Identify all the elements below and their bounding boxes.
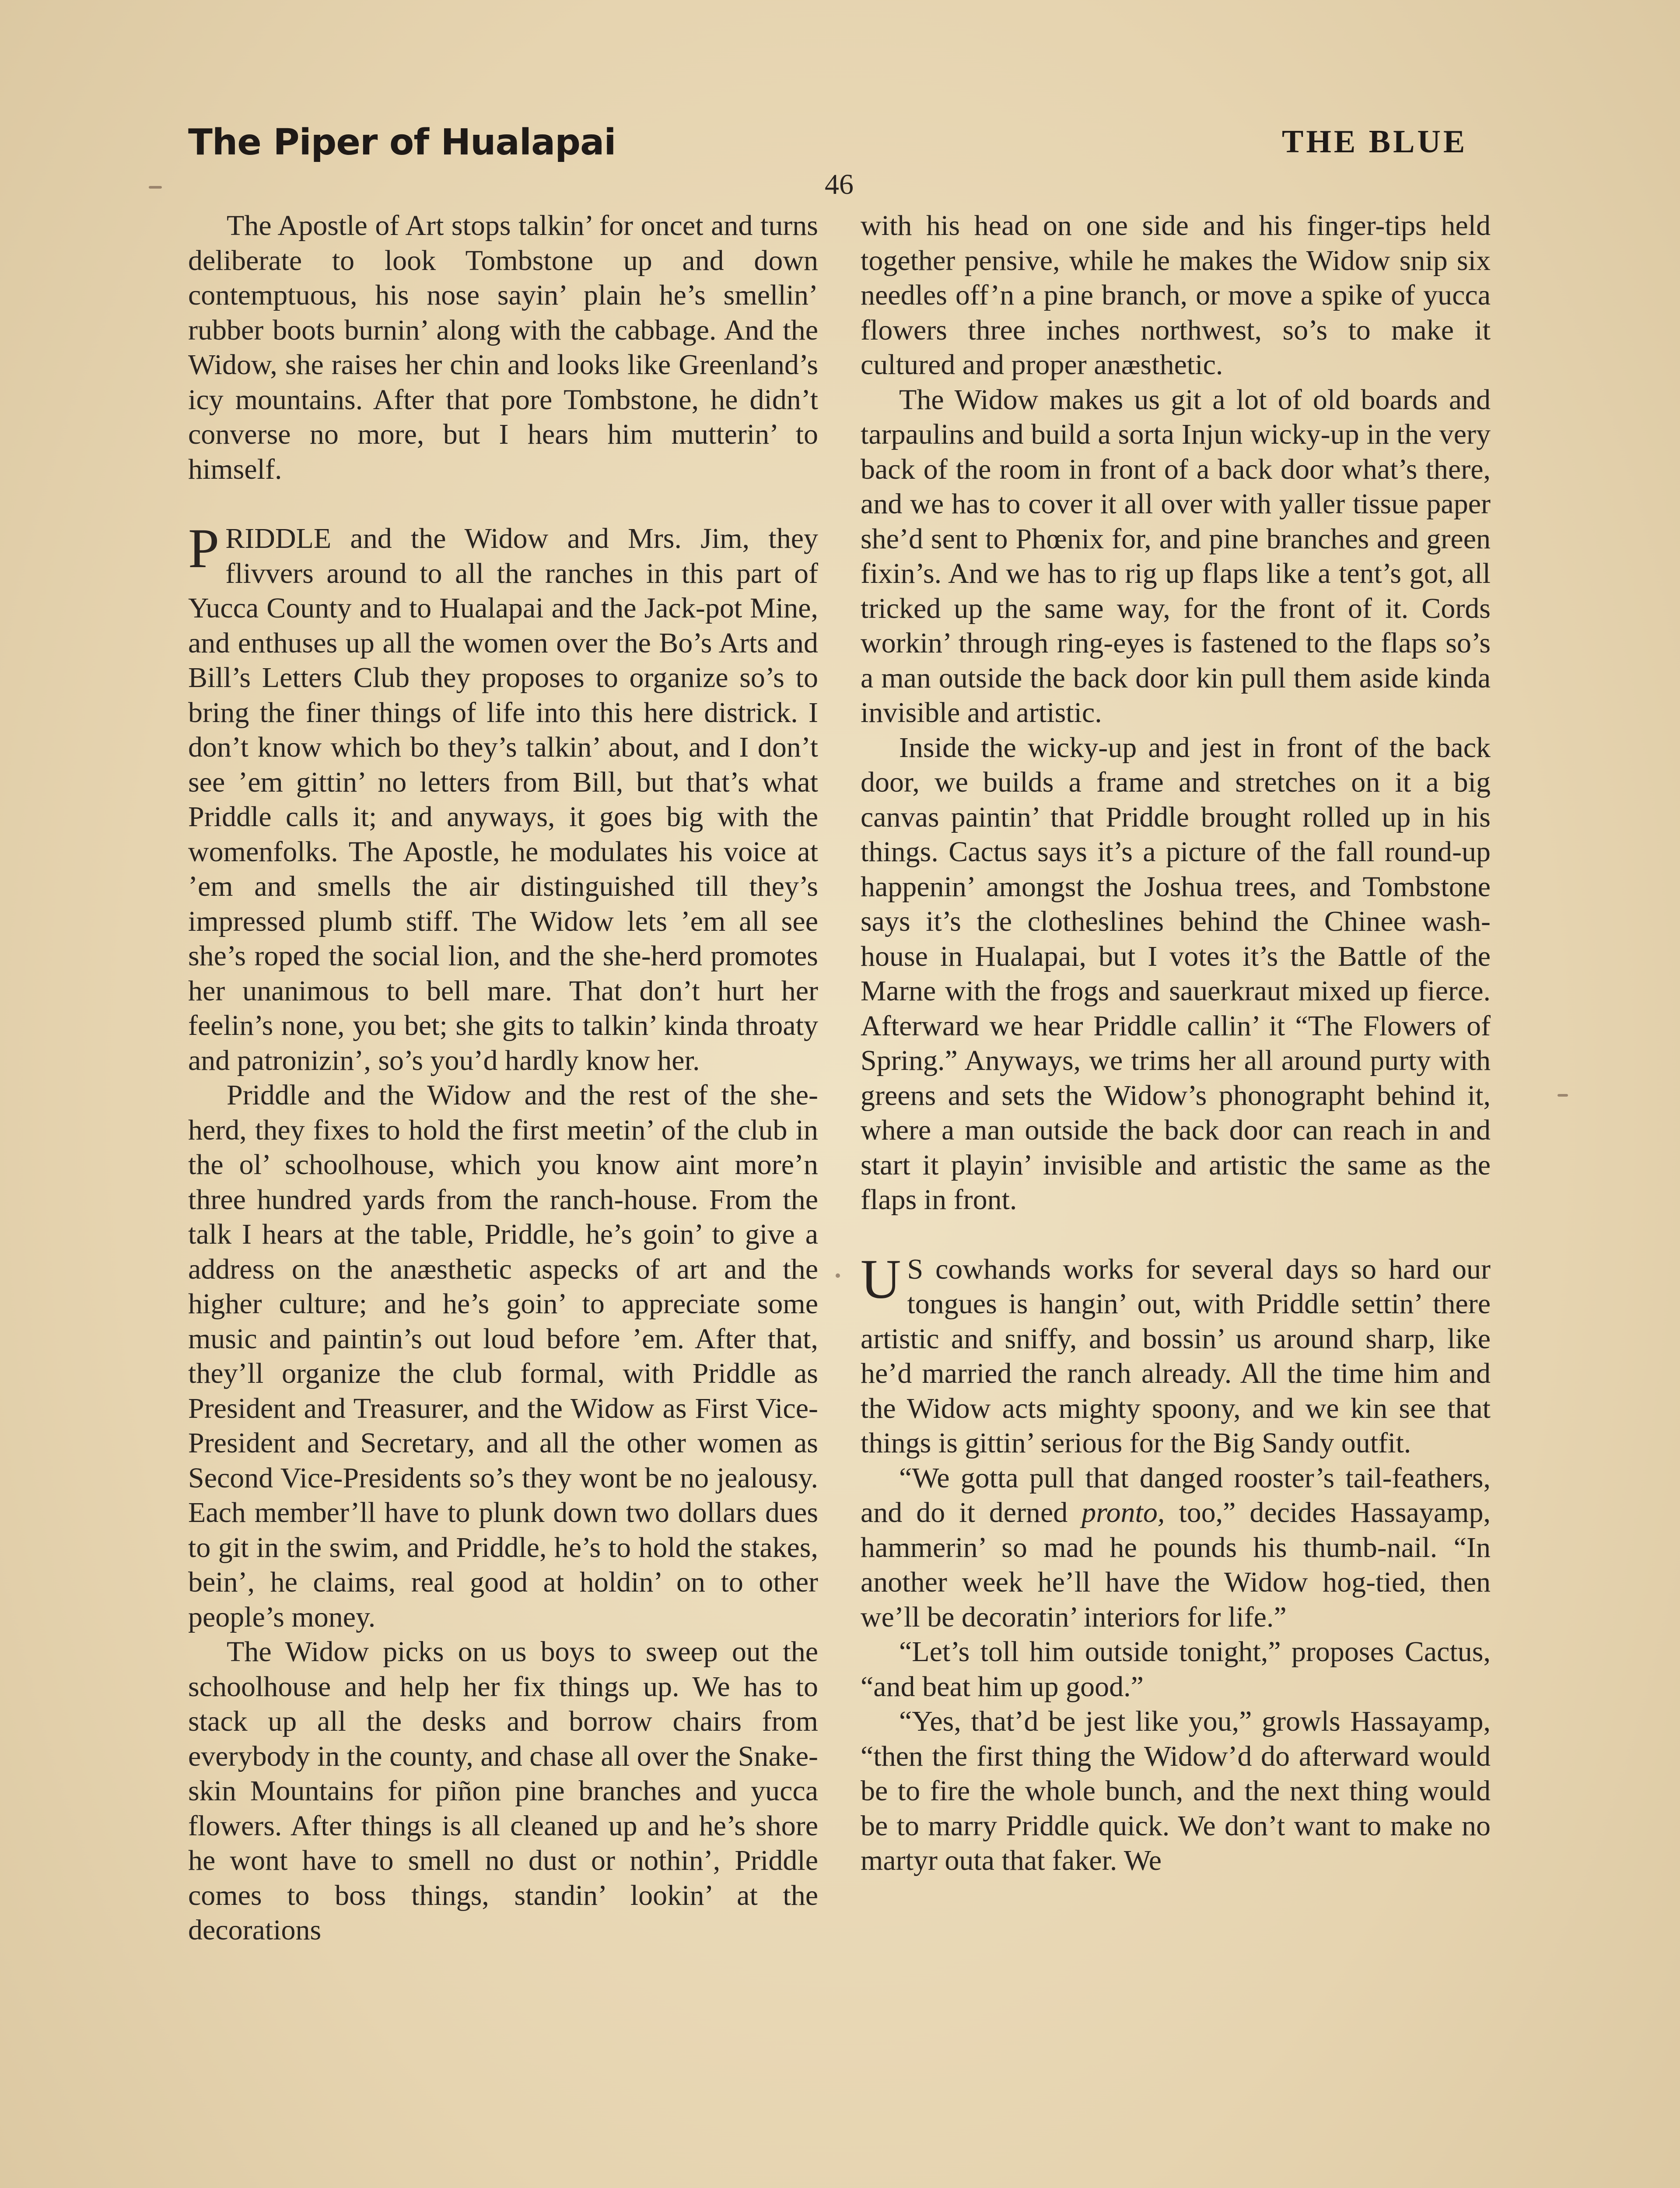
drop-cap: U [861,1248,901,1310]
paragraph-text: too,” decides Hassayamp, hammerin’ so mad he pounds his thumb-nail. “In another week he’ll have the Widow hog-tied, then we’ll be decoratin’ interiors for life.” [861,1497,1491,1633]
paragraph [861,1461,1491,1635]
paragraph-text: RIDDLE and the Widow and Mrs. Jim, they flivvers around to all the ranches in this part of Yucca County and to Hualapai and the Jack-pot Mine, and enthuses up all the women over the Bo’s Arts and Bill’s Letters Club they proposes to organize so’s to bring the finer things of life into this here districk. I don’t know which bo they’s talkin’ about, and I don’t see ’em gittin’ no letters from Bill, but that’s what Priddle calls it; and anyways, it goes big with the womenfolks. The Apostle, he modulates his voice at ’em and smells the air distinguished till they’s impressed plumb stiff. The Widow lets ’em all see she’s roped the social lion, and the she-herd promotes her unanimous to bell mare. That don’t hurt her feelin’s none, you bet; she gits to talkin’ kinda throaty and patronizin’, so’s you’d hardly know her. [188,522,818,1076]
paragraph: The Widow picks on us boys to sweep out the schoolhouse and help her fix things up. We has to stack up all the desks and borrow chairs from everybody in the county, and chase all over the Snake-skin Mountains for piñon pine branches and yucca flowers. After things is all cleaned up and he’s shore he wont have to smell no dust or nothin’, Priddle comes to boss things, standin’ lookin’ at the decorations [188,1636,818,1946]
print-smudge [1558,1094,1568,1097]
drop-cap: P [188,517,220,579]
print-smudge [836,1273,840,1278]
page-number: 46 [825,168,854,200]
magazine-name: THE BLUE [1282,124,1468,160]
italic-word: pronto, [1082,1497,1165,1529]
paragraph-continued: with his head on one side and his finger-tips held together pensive, while he makes the Widow snip six needles off’n a pine branch, or move a spike of yucca flowers three inches northwest, so’s to make it cultured and proper anæsthetic. [861,210,1491,381]
paragraph: The Apostle of Art stops talkin’ for oncet and turns deliberate to look Tombstone up and down contemptuous, his nose sayin’ plain he’s smellin’ rubber boots burnin’ along with the cabbage. And the Widow, she raises her chin and looks like Greenland’s icy mountains. After that pore Tombstone, he didn’t converse no more, but I hears him mutterin’ to himself. [188,210,818,485]
right-column [861,208,1491,1878]
paragraph-text: “We gotta pull that danged rooster’s tail-feathers, and do it derned [861,1462,1491,1529]
paragraph: Inside the wicky-up and jest in front of the back door, we builds a frame and stretches on it a big canvas paintin’ that Priddle brought rolled up in his things. Cactus says it’s a picture of the fall round-up happenin’ amongst the Joshua trees, and Tombstone says it’s the clotheslines behind the Chinee wash-house in Hualapai, but I votes it’s the Battle of the Marne with the frogs and sauerkraut mixed up fierce. Afterward we hear Priddle callin’ it “The Flowers of Spring.” Anyways, we trims her all around purty with greens and sets the Widow’s phonographt behind it, where a man outside the back door can reach in and start it playin’ invisible and artistic the same as the flaps in front. [861,731,1491,1216]
print-smudge [149,186,162,189]
paragraph: “Let’s toll him outside tonight,” proposes Cactus, “and beat him up good.” [861,1636,1491,1703]
paragraph-section-start [188,517,818,1078]
story-title: The Piper of Hualapai [188,122,616,163]
paragraph-section-start [861,1248,1491,1461]
paragraph: “Yes, that’d be jest like you,” growls Hassayamp, “then the first thing the Widow’d do afterward would be to fire the whole bunch, and the next thing would be to marry Priddle quick. We don’t want to make no martyr outa that faker. We [861,1705,1491,1876]
paragraph-text: S cowhands works for several days so hard our tongues is hangin’ out, with Priddle settin’ there artistic and sniffy, and bossin’ us around sharp, like he’d married the ranch already. All the time him and the Widow acts mighty spoony, and we kin see that things is gittin’ serious for the Big Sandy outfit. [861,1253,1491,1459]
left-column [188,208,818,1948]
paragraph: Priddle and the Widow and the rest of the she-herd, they fixes to hold the first meetin’ of the club in the ol’ schoolhouse, which you know aint more’n three hundred yards from the ranch-house. From the talk I hears at the table, Priddle, he’s goin’ to give a address on the anæsthetic aspecks of art and the higher culture; and he’s goin’ to appreciate some music and paintin’s out loud before ’em. After that, they’ll organize the club formal, with Priddle as President and Treasurer, and the Widow as First Vice-President and Secretary, and all the other women as Second Vice-Presidents so’s they wont be no jealousy. Each member’ll have to plunk down two dollars dues to git in the swim, and Priddle, he’s to hold the stakes, bein’, he claims, real good at holdin’ on to other people’s money. [188,1079,818,1633]
paragraph: The Widow makes us git a lot of old boards and tarpaulins and build a sorta Injun wicky-up in the very back of the room in front of a back door what’s there, and we has to cover it all over with yaller tissue paper she’d sent to Phœnix for, and pine branches and green fixin’s. And we has to rig up flaps like a tent’s got, all tricked up the same way, for the front of it. Cords workin’ through ring-eyes is fastened to the flaps so’s a man outside the back door kin pull them aside kinda invisible and artistic. [861,383,1491,729]
